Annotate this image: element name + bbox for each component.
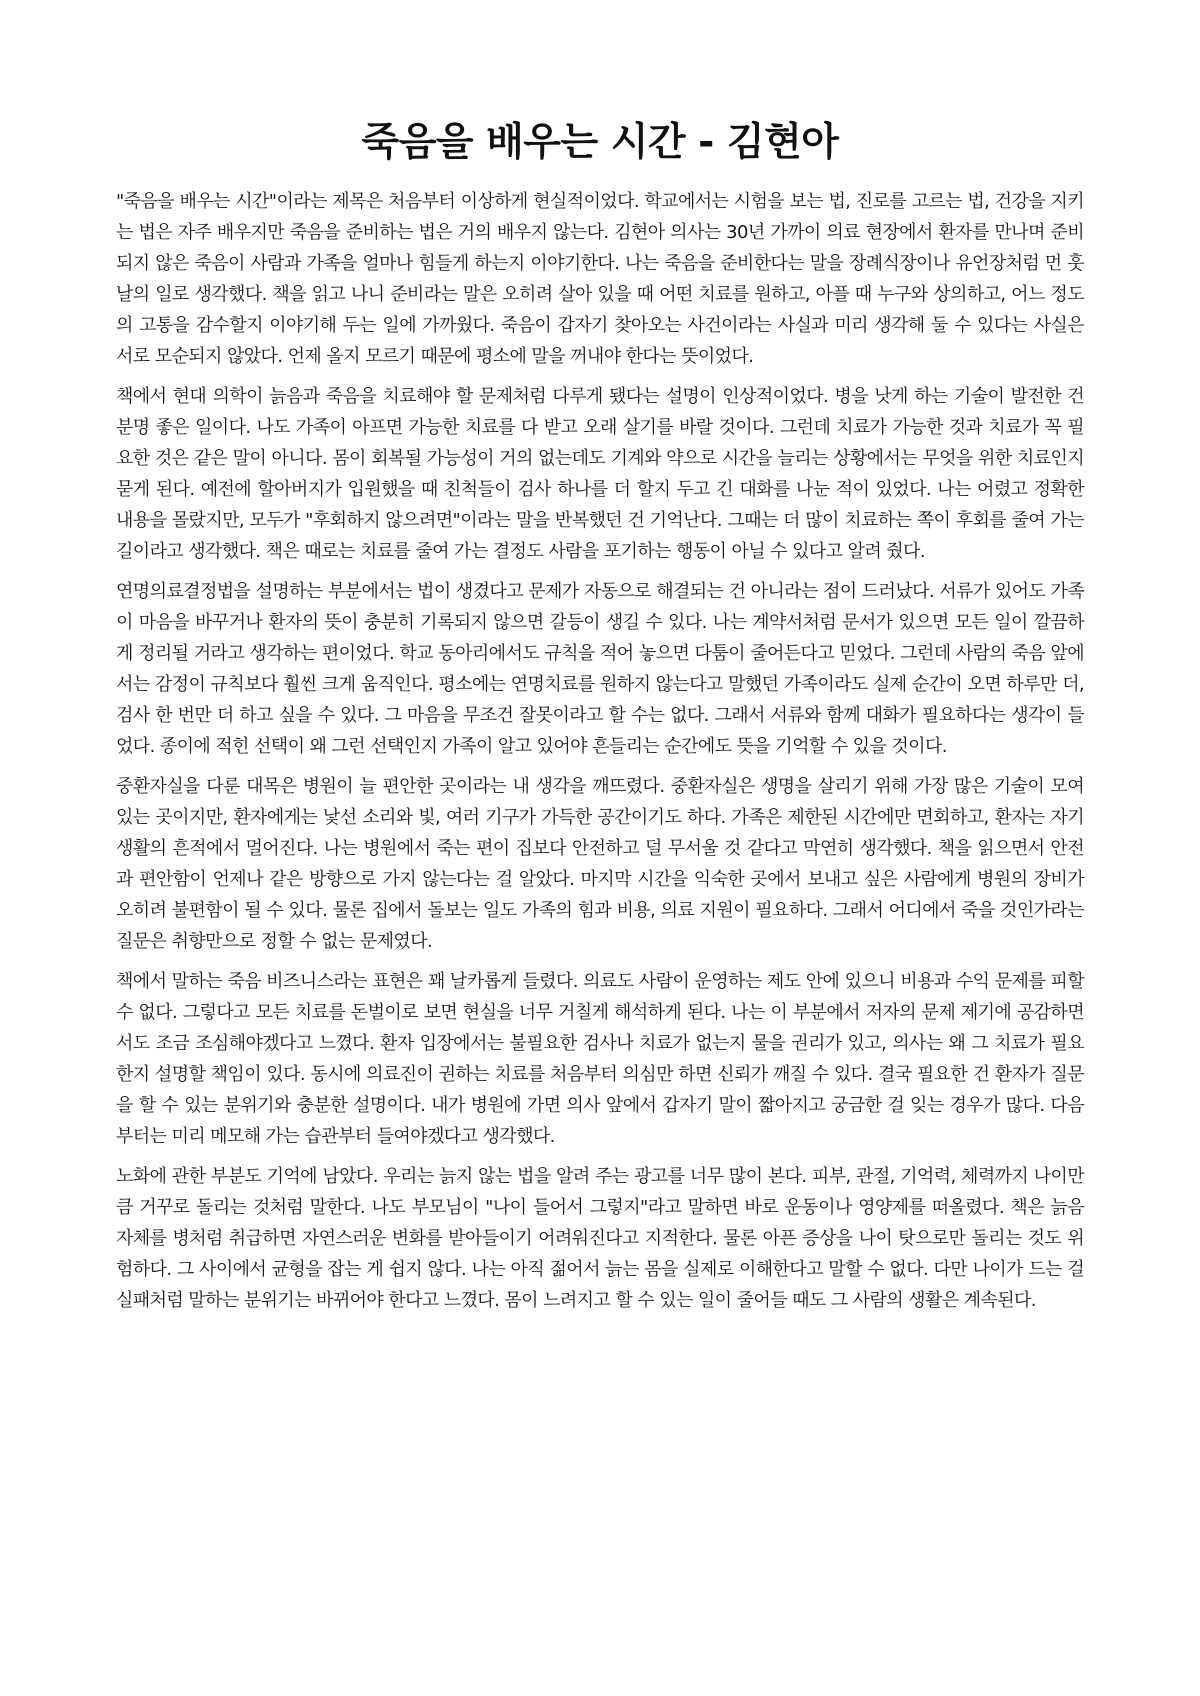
document-body xyxy=(116,186,1084,1316)
paragraph-3: 연명의료결정법을 설명하는 부분에서는 법이 생겼다고 문제가 자동으로 해결되는 건 아니라는 점이 드러났다. 서류가 있어도 가족이 마음을 바꾸거나 환자의 뜻이 충분히 기록되지 않으면 갈등이 생길 수 있다. 나는 계약서처럼 문서가 있으면 모든 일이 깔끔하게 정리될 거라고 생각하는 편이었다. 학교 동아리에서도 규칙을 적어 놓으면 다툼이 줄어든다고 믿었다. 그런데 사람의 죽음 앞에서는 감정이 규칙보다 훨씬 크게 움직인다. 평소에는 연명치료를 원하지 않는다고 말했던 가족이라도 실제 순간이 오면 하루만 더, 검사 한 번만 더 하고 싶을 수 있다. 그 마음을 무조건 잘못이라고 할 수는 없다. 그래서 서류와 함께 대화가 필요하다는 생각이 들었다. 종이에 적힌 선택이 왜 그런 선택인지 가족이 알고 있어야 흔들리는 순간에도 뜻을 기억할 수 있을 것이다. xyxy=(116,581,1084,757)
paragraph-4: 중환자실을 다룬 대목은 병원이 늘 편안한 곳이라는 내 생각을 깨뜨렸다. 중환자실은 생명을 살리기 위해 가장 많은 기술이 모여 있는 곳이지만, 환자에게는 낯선 소리와 빛, 여러 기구가 가득한 공간이기도 하다. 가족은 제한된 시간에만 면회하고, 환자는 자기 생활의 흔적에서 멀어진다. 나는 병원에서 죽는 편이 집보다 안전하고 덜 무서울 것 같다고 막연히 생각했다. 책을 읽으면서 안전과 편안함이 언제나 같은 방향으로 가지 않는다는 걸 알았다. 마지막 시간을 익숙한 곳에서 보내고 싶은 사람에게 병원의 장비가 오히려 불편함이 될 수 있다. 물론 집에서 돌보는 일도 가족의 힘과 비용, 의료 지원이 필요하다. 그래서 어디에서 죽을 것인가라는 질문은 취향만으로 정할 수 없는 문제였다. xyxy=(116,776,1084,952)
paragraph-2: 책에서 현대 의학이 늙음과 죽음을 치료해야 할 문제처럼 다루게 됐다는 설명이 인상적이었다. 병을 낫게 하는 기술이 발전한 건 분명 좋은 일이다. 나도 가족이 아프면 가능한 치료를 다 받고 오래 살기를 바랄 것이다. 그런데 치료가 가능한 것과 치료가 꼭 필요한 것은 같은 말이 아니다. 몸이 회복될 가능성이 거의 없는데도 기계와 약으로 시간을 늘리는 상황에서는 무엇을 위한 치료인지 묻게 된다. 예전에 할아버지가 입원했을 때 친척들이 검사 하나를 더 할지 두고 긴 대화를 나눈 적이 있었다. 나는 어렸고 정확한 내용을 몰랐지만, 모두가 "후회하지 않으려면"이라는 말을 반복했던 건 기억난다. 그때는 더 많이 치료하는 쪽이 후회를 줄여 가는 길이라고 생각했다. 책은 때로는 치료를 줄여 가는 결정도 사람을 포기하는 행동이 아닐 수 있다고 알려 줬다. xyxy=(116,386,1084,562)
document-page xyxy=(116,118,1084,1325)
paragraph-5: 책에서 말하는 죽음 비즈니스라는 표현은 꽤 날카롭게 들렸다. 의료도 사람이 운영하는 제도 안에 있으니 비용과 수익 문제를 피할 수 없다. 그렇다고 모든 치료를 돈벌이로 보면 현실을 너무 거칠게 해석하게 된다. 나는 이 부분에서 저자의 문제 제기에 공감하면서도 조금 조심해야겠다고 느꼈다. 환자 입장에서는 불필요한 검사나 치료가 없는지 물을 권리가 있고, 의사는 왜 그 치료가 필요한지 설명할 책임이 있다. 동시에 의료진이 권하는 치료를 처음부터 의심만 하면 신뢰가 깨질 수 있다. 결국 필요한 건 환자가 질문을 할 수 있는 분위기와 충분한 설명이다. 내가 병원에 가면 의사 앞에서 갑자기 말이 짧아지고 궁금한 걸 잊는 경우가 많다. 다음부터는 미리 메모해 가는 습관부터 들여야겠다고 생각했다. xyxy=(116,971,1084,1147)
paragraph-1: "죽음을 배우는 시간"이라는 제목은 처음부터 이상하게 현실적이었다. 학교에서는 시험을 보는 법, 진로를 고르는 법, 건강을 지키는 법은 자주 배우지만 죽음을 준비하는 법은 거의 배우지 않는다. 김현아 의사는 30년 가까이 의료 현장에서 환자를 만나며 준비되지 않은 죽음이 사람과 가족을 얼마나 힘들게 하는지 이야기한다. 나는 죽음을 준비한다는 말을 장례식장이나 유언장처럼 먼 훗날의 일로 생각했다. 책을 읽고 나니 준비라는 말은 오히려 살아 있을 때 어떤 치료를 원하고, 아플 때 누구와 상의하고, 어느 정도의 고통을 감수할지 이야기해 두는 일에 가까웠다. 죽음이 갑자기 찾아오는 사건이라는 사실과 미리 생각해 둘 수 있다는 사실은 서로 모순되지 않았다. 언제 올지 모르기 때문에 평소에 말을 꺼내야 한다는 뜻이었다. xyxy=(116,191,1084,367)
paragraph-6: 노화에 관한 부분도 기억에 남았다. 우리는 늙지 않는 법을 알려 주는 광고를 너무 많이 본다. 피부, 관절, 기억력, 체력까지 나이만큼 거꾸로 돌리는 것처럼 말한다. 나도 부모님이 "나이 들어서 그렇지"라고 말하면 바로 운동이나 영양제를 떠올렸다. 책은 늙음 자체를 병처럼 취급하면 자연스러운 변화를 받아들이기 어려워진다고 지적한다. 물론 아픈 증상을 나이 탓으로만 돌리는 것도 위험하다. 그 사이에서 균형을 잡는 게 쉽지 않다. 나는 아직 젊어서 늙는 몸을 실제로 이해한다고 말할 수 없다. 다만 나이가 드는 걸 실패처럼 말하는 분위기는 바뀌어야 한다고 느꼈다. 몸이 느려지고 할 수 있는 일이 줄어들 때도 그 사람의 생활은 계속된다. xyxy=(116,1166,1084,1311)
document-title: 죽음을 배우는 시간 - 김현아 xyxy=(361,120,839,165)
